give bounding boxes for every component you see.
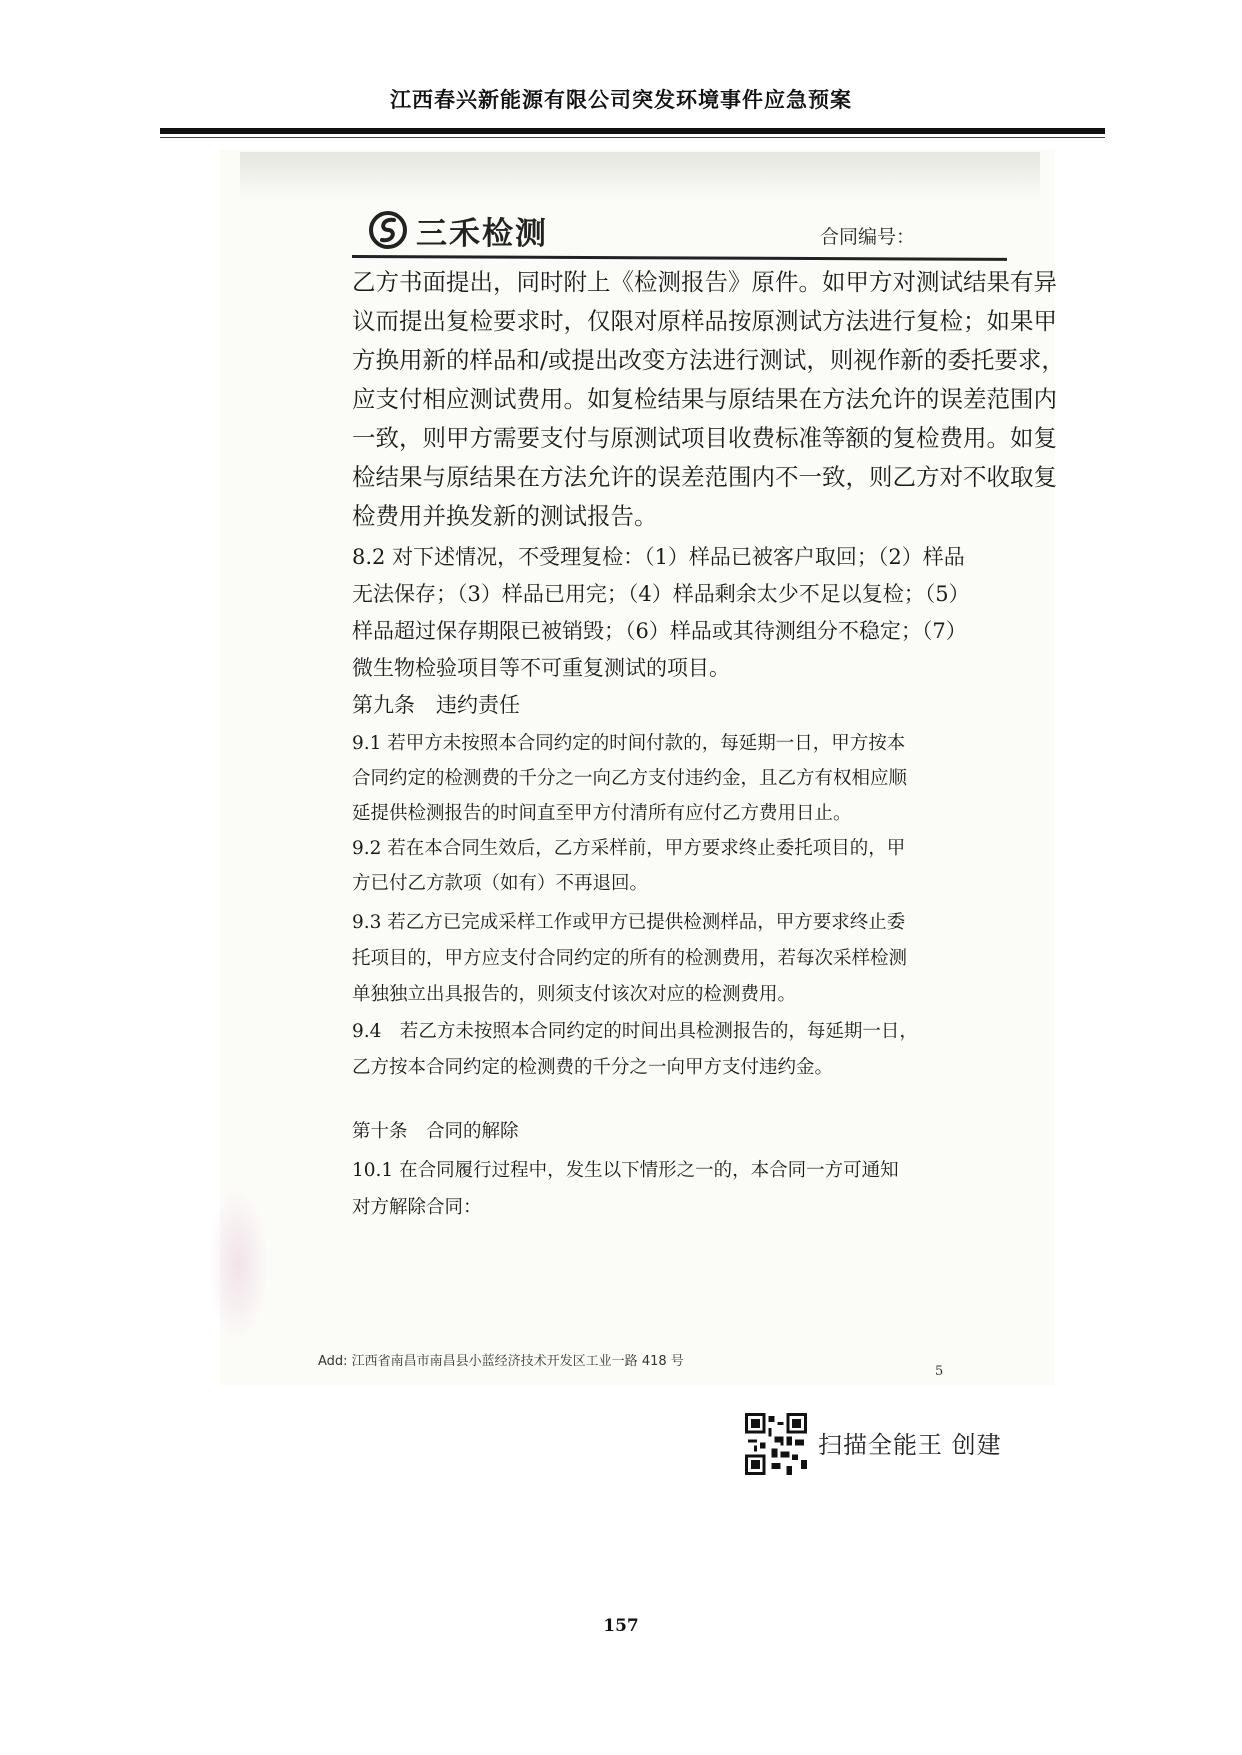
section-heading: 第九条 违约责任: [352, 693, 520, 717]
body-line: 10.1 在合同履行过程中，发生以下情形之一的，本合同一方可通知: [352, 1160, 899, 1181]
body-line: 方换用新的样品和/或提出改变方法进行测试，则视作新的委托要求，: [352, 346, 1065, 374]
section-heading: 第十条 合同的解除: [352, 1121, 519, 1142]
logo-text: 三禾检测: [416, 215, 548, 252]
body-line: 议而提出复检要求时，仅限对原样品按原测试方法进行复检；如果甲: [352, 307, 1057, 335]
body-line: 单独独立出具报告的，则须支付该次对应的检测费用。: [352, 984, 797, 1005]
body-line: 乙方书面提出，同时附上《检测报告》原件。如甲方对测试结果有异: [352, 268, 1057, 296]
logo-icon: [368, 210, 408, 250]
body-line: 一致，则甲方需要支付与原测试项目收费标准等额的复检费用。如复: [352, 424, 1057, 452]
body-line: 8.2 对下述情况，不受理复检：（1）样品已被客户取回；（2）样品: [352, 545, 965, 569]
body-line: 检结果与原结果在方法允许的误差范围内不一致，则乙方对不收取复: [352, 463, 1057, 491]
footer-address: Add: 江西省南昌市南昌县小蓝经济技术开发区工业一路 418 号: [318, 1354, 684, 1369]
scan-top-shadow: [240, 152, 1040, 200]
seal-stamp: [208, 1190, 268, 1340]
body-line: 合同约定的检测费的千分之一向乙方支付违约金，且乙方有权相应顺: [352, 768, 908, 789]
contract-number-label: 合同编号：: [820, 226, 916, 248]
qr-code-icon: [745, 1413, 807, 1475]
header-rule-thin: [160, 137, 1105, 138]
body-line: 延提供检测报告的时间直至甲方付清所有应付乙方费用日止。: [352, 803, 852, 824]
scanner-watermark: 扫描全能王 创建: [818, 1431, 1002, 1459]
body-line: 9.3 若乙方已完成采样工作或甲方已提供检测样品，甲方要求终止委: [352, 912, 906, 933]
body-line: 9.4 若乙方未按照本合同约定的时间出具检测报告的，每延期一日，: [352, 1021, 918, 1042]
company-logo: [368, 207, 548, 253]
body-line: 微生物检验项目等不可重复测试的项目。: [352, 656, 730, 680]
body-line: 9.1 若甲方未按照本合同约定的时间付款的，每延期一日，甲方按本: [352, 733, 906, 754]
body-line: 托项目的，甲方应支付合同约定的所有的检测费用，若每次采样检测: [352, 948, 908, 969]
body-line: 9.2 若在本合同生效后，乙方采样前，甲方要求终止委托项目的，甲: [352, 838, 906, 859]
body-line: 样品超过保存期限已被销毁；（6）样品或其待测组分不稳定；（7）: [352, 619, 967, 643]
header-rule: [160, 128, 1105, 134]
body-line: 对方解除合同：: [352, 1197, 482, 1218]
scan-page-number: 5: [935, 1364, 944, 1379]
page-header-title: 江西春兴新能源有限公司突发环境事件应急预案: [390, 87, 852, 112]
body-line: 无法保存；（3）样品已用完；（4）样品剩余太少不足以复检；（5）: [352, 582, 970, 606]
body-line: 应支付相应测试费用。如复检结果与原结果在方法允许的误差范围内: [352, 385, 1057, 413]
body-line: 乙方按本合同约定的检测费的千分之一向甲方支付违约金。: [352, 1057, 834, 1078]
body-line: 检费用并换发新的测试报告。: [352, 502, 658, 530]
page-number: 157: [603, 1616, 639, 1636]
body-line: 方已付乙方款项（如有）不再退回。: [352, 873, 649, 894]
